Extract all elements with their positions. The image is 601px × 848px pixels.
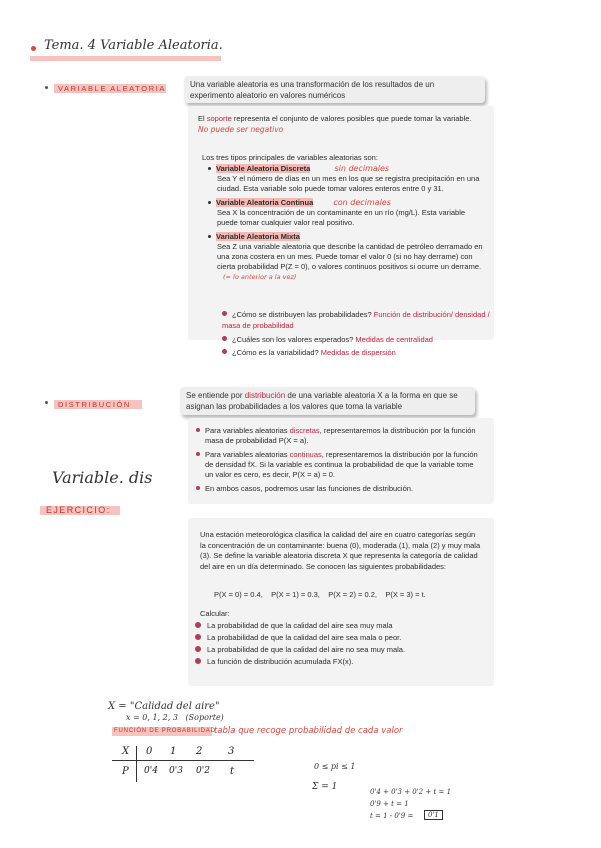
table-cell: 0'4 xyxy=(144,766,158,776)
section1-label: VARIABLE ALEATORIA xyxy=(58,84,167,93)
section2-bullet xyxy=(45,401,48,404)
exercise-statement: Una estación meteorológica clasifica la calidad del aire en cuatro categorías según la concentración de un contaminante: buena (0), moderada (1), mala (2) y muy mala (3). Se define la variable aleatoria discreta X que representa la categoría de calidad del aire en un día determinado. Se conocen las siguientes probabilidades: xyxy=(200,530,481,571)
page-title: Tema. 4 Variable Aleatoria. xyxy=(44,38,223,53)
bullet-dot xyxy=(196,486,200,490)
table-vline xyxy=(136,746,137,782)
bullet-dot xyxy=(208,167,211,170)
types-list xyxy=(208,164,484,282)
task-item: La probabilidad de que la calidad del aire sea mala o peor. xyxy=(195,632,405,644)
calc-label: Calcular: xyxy=(200,609,230,618)
distribution-bullets xyxy=(196,426,482,494)
task-item: La probabilidad de que la calidad del aire no sea muy mala. xyxy=(195,644,405,656)
support-text: El soporte representa el conjunto de valores posibles que puede tomar la variable. No puede ser negativo xyxy=(198,114,472,134)
table-cell: 0'3 xyxy=(169,766,183,776)
handwritten-variable-note: Variable. dis xyxy=(52,468,153,487)
math-note-5: t = 1 - 0'9 = xyxy=(370,812,414,820)
table-cell: t xyxy=(230,766,235,777)
section2-label: DISTRIBUCIÓN xyxy=(58,400,131,409)
type-item: Variable Aleatoria Mixta Sea Z una variable aleatoria que describe la cantidad de petróleo derramado en una zona costera en un mes. Puede tomar el valor 0 (si no hay derrame) con cierta probabilidad P(Z = 0), o valores continuos positivos si ocurre un derrame. (= lo anterior a la vez) xyxy=(208,232,484,282)
support-note: No puede ser negativo xyxy=(198,125,284,134)
type-desc-mixed: Sea Z una variable aleatoria que describe la cantidad de petróleo derramado en una zona costera en un mes. Puede tomar el valor 0 (si no hay derrame) con cierta probabilidad P(Z = 0), o valores continuos positivos si ocurre un derrame. (= lo anterior a la vez) xyxy=(217,242,483,281)
definition-box xyxy=(184,76,485,103)
task-item: La probabilidad de que la calidad del aire sea muy mala xyxy=(195,620,405,632)
table-cell: P xyxy=(122,766,129,777)
questions-list xyxy=(222,309,502,358)
math-note-2: Σ = 1 xyxy=(312,782,338,792)
task-bullet-icon xyxy=(195,622,201,628)
table-header-cell: 2 xyxy=(196,746,203,757)
prob-table xyxy=(112,746,262,782)
distribution-item: En ambos casos, podremos usar las funciones de distribución. xyxy=(196,484,482,494)
math-note-4: 0'9 + t = 1 xyxy=(370,800,409,808)
table-header-cell: 3 xyxy=(228,746,235,757)
task-item: La función de distribución acumulada FX(x). xyxy=(195,656,405,668)
bullet-dot xyxy=(196,428,200,432)
task-bullet-icon xyxy=(195,646,201,652)
bullet-dot xyxy=(196,452,200,456)
distribution-definition-box: Se entiende por distribución de una variable aleatoria X a la forma en que se asignan las probabilidades a los valores que toma la variable xyxy=(180,387,475,415)
exercise-probabilities: P(X = 0) = 0.4, P(X = 1) = 0.3, P(X = 2) = 0.2, P(X = 3) = t. xyxy=(214,590,426,599)
bullet-dot xyxy=(222,349,227,354)
task-bullet-icon xyxy=(195,634,201,640)
distribution-item: Para variables aleatorias continuas, representaremos la distribución por la función de densidad fX. Si la variable es continua la probabilidad de que la variable tome un valor es cero, es decir, P(X = a) = 0. xyxy=(196,450,482,480)
table-header-cell: 1 xyxy=(170,746,177,757)
note-tag: FUNCIÓN DE PROBABILIDAD xyxy=(114,728,216,734)
title-underline xyxy=(30,56,221,61)
table-hline xyxy=(112,760,254,761)
note-line1: X = "Calidad del aire" xyxy=(108,701,220,712)
note-line3: tabla que recoge probabilidad de cada valor xyxy=(214,726,403,736)
table-header-cell: 0 xyxy=(146,746,153,757)
types-intro: Los tres tipos principales de variables aleatorias son: xyxy=(202,153,378,162)
tasks-list xyxy=(195,620,405,668)
question-item: ¿Cómo se distribuyen las probabilidades? Función de distribución/ densidad / masa de probabilidad xyxy=(222,310,490,330)
math-note-3: 0'4 + 0'3 + 0'2 + t = 1 xyxy=(370,788,452,796)
bullet-dot xyxy=(222,311,227,316)
distribution-item: Para variables aleatorias discretas, representaremos la distribución por la función masa de probabilidad P(X = a). xyxy=(196,426,482,446)
math-note-1: 0 ≤ pi ≤ 1 xyxy=(314,762,356,771)
task-bullet-icon xyxy=(195,658,201,664)
note-line2: x = 0, 1, 2, 3 (Soporte) xyxy=(126,713,224,722)
bullet-dot xyxy=(222,336,227,341)
question-item: ¿Cuáles son los valores esperados? Medidas de centralidad xyxy=(222,334,502,345)
answer-box: 0'1 xyxy=(424,810,443,820)
bullet-dot xyxy=(208,201,211,204)
definition-text: Una variable aleatoria es una transformación de los resultados de un experimento aleatorio en valores numéricos xyxy=(190,80,435,100)
table-cell: 0'2 xyxy=(196,766,210,776)
title-bullet xyxy=(31,46,36,51)
table-header-cell: X xyxy=(122,746,130,757)
type-item: Variable Aleatoria Discreta sin decimales Sea Y el número de días en un mes en los que se registra precipitación en una ciudad. Esta variable solo puede tomar valores enteros entre 0 y 31. xyxy=(208,164,484,194)
section1-bullet xyxy=(45,86,48,89)
bullet-dot xyxy=(208,235,211,238)
type-item: Variable Aleatoria Continua con decimales Sea X la concentración de un contaminante en un río (mg/L). Esta variable puede tomar cualquier valor real positivo. xyxy=(208,198,484,228)
exercise-label: EJERCICIO: xyxy=(46,505,111,515)
question-item: ¿Cómo es la variabilidad? Medidas de dispersión xyxy=(222,347,502,358)
